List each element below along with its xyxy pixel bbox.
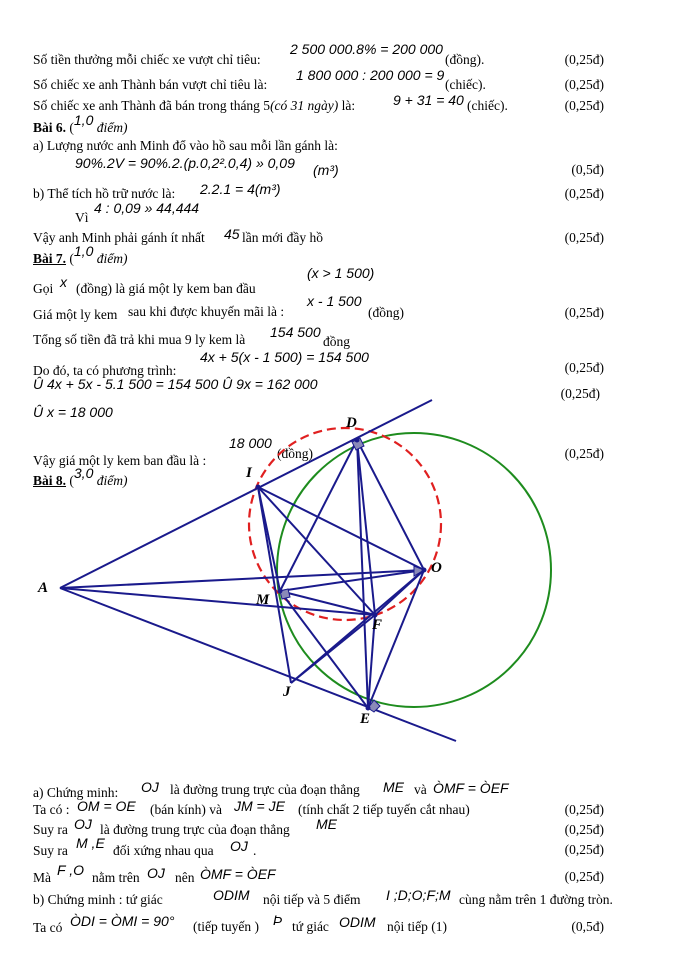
formula: x - 1 500 — [307, 293, 362, 309]
formula: ME — [316, 816, 337, 832]
point-label-e: E — [360, 711, 371, 727]
unit: (chiếc). — [445, 77, 486, 92]
score: (0,25đ) — [564, 869, 604, 884]
formula: JM = JE — [234, 798, 285, 814]
because-label: Vì — [75, 210, 89, 225]
text: nội tiếp (1) — [387, 919, 447, 934]
formula: 2 500 000.8% = 200 000 — [290, 41, 443, 57]
score: (0,25đ) — [564, 52, 604, 67]
water-per-trip-line: a) Lượng nước anh Minh đổ vào hồ sau mỗi lần gánh là: — [33, 138, 338, 153]
unit: (chiếc). — [467, 98, 508, 113]
formula: ÒDI = ÒMI = 90° — [70, 913, 175, 929]
tank-volume-line: b) Thể tích hồ trữ nước là: — [33, 186, 176, 201]
score: (0,25đ) — [564, 186, 604, 201]
proof-line: Ta có — [33, 920, 63, 935]
on-line-statement: Mà — [33, 870, 51, 885]
text: lần mới đầy hồ — [242, 230, 323, 245]
formula: 4x + 5(x - 1 500) = 154 500 — [200, 349, 369, 365]
score: (0,25đ) — [564, 842, 604, 857]
point-label-m: M — [256, 592, 270, 608]
score: (0,25đ) — [564, 822, 604, 837]
over-quota-line: Số chiếc xe anh Thành bán vượt chỉ tiêu là: — [33, 77, 268, 92]
text: (tính chất 2 tiếp tuyến cắt nhau) — [298, 802, 470, 817]
unit: (đồng) — [368, 305, 404, 320]
score: (0,25đ) — [564, 446, 604, 461]
formula: ODIM — [339, 914, 376, 930]
formula: OM = OE — [77, 798, 136, 814]
text: nằm trên — [92, 870, 140, 885]
formula: OJ — [141, 779, 159, 795]
formula: Û 4x + 5x - 5.1 500 = 154 500 Û 9x = 162 000 — [33, 376, 318, 392]
formula: 45 — [224, 226, 240, 242]
score: (0,25đ) — [564, 360, 604, 375]
formula: Þ — [273, 912, 283, 928]
text: sau khi được khuyến mãi là : — [128, 304, 285, 319]
text: (bán kính) và — [150, 802, 222, 817]
formula: 18 000 — [229, 435, 272, 451]
formula: 4 : 0,09 » 44,444 — [94, 200, 200, 216]
unit: (đồng). — [445, 52, 485, 67]
point-label-i: I — [246, 465, 252, 481]
formula: ODIM — [213, 887, 250, 903]
prize-per-car-line: Số tiền thưởng mỗi chiếc xe vượt chỉ tiêu: — [33, 52, 261, 67]
text: nội tiếp và 5 điểm — [263, 892, 361, 907]
formula: Û x = 18 000 — [33, 404, 113, 420]
part-b-statement: b) Chứng minh : tứ giác — [33, 892, 163, 907]
text: nên — [175, 870, 195, 885]
point-label-a: A — [38, 580, 49, 596]
formula: 1 800 000 : 200 000 = 9 — [296, 67, 445, 83]
symmetric-line: Suy ra — [33, 843, 68, 858]
discount-price-line: Giá một ly kem — [33, 307, 118, 322]
formula: OJ — [74, 816, 92, 832]
text: cùng nằm trên 1 đường tròn. — [459, 892, 613, 907]
text: đối xứng nhau qua — [113, 843, 214, 858]
score: (0,25đ) — [560, 386, 600, 401]
formula: x — [60, 274, 67, 290]
formula: ME — [383, 779, 404, 795]
unit: đồng — [323, 334, 350, 349]
answer-line: Vậy giá một ly kem ban đầu là : — [33, 453, 207, 468]
formula: (x > 1 500) — [307, 265, 375, 281]
text: là đường trung trực của đoạn thẳng — [100, 822, 290, 837]
formula: 154 500 — [270, 324, 321, 340]
formula: I ;D;O;F;M — [386, 887, 451, 903]
equation-intro-line: Do đó, ta có phương trình: — [33, 363, 177, 378]
score: (0,25đ) — [564, 802, 604, 817]
point-label-d: D — [346, 415, 357, 431]
therefore-line: Suy ra — [33, 822, 68, 837]
text: (đồng) là giá một ly kem ban đầu — [76, 281, 256, 296]
text: tứ giác — [292, 919, 329, 934]
point-label-o: O — [431, 560, 442, 576]
text: . — [253, 843, 257, 858]
we-have-line: Ta có : — [33, 802, 70, 817]
score: (0,5đ) — [571, 162, 604, 177]
score: (0,25đ) — [564, 230, 604, 245]
part-a-statement: a) Chứng minh: — [33, 785, 119, 800]
point-label-f: F — [372, 617, 383, 633]
formula: M ,E — [76, 835, 105, 851]
let-x-line: Gọi — [33, 281, 54, 296]
score: (0,25đ) — [564, 305, 604, 320]
formula: ÒMF = ÒEF — [433, 780, 509, 796]
text: (tiếp tuyến ) — [193, 919, 259, 934]
section-heading-bai8: Bài 8. (3,0 điểm) — [33, 465, 128, 488]
unit: (m³) — [313, 162, 339, 178]
score: (0,25đ) — [564, 77, 604, 92]
total-paid-line: Tổng số tiền đã trả khi mua 9 ly kem là — [33, 332, 246, 347]
text: và — [414, 782, 427, 797]
formula: OJ — [147, 865, 165, 881]
formula: 2.2.1 = 4(m³) — [200, 181, 281, 197]
text: là đường trung trực của đoạn thẳng — [170, 782, 360, 797]
score: (0,25đ) — [564, 98, 604, 113]
formula: 90%.2V = 90%.2.(p.0,2².0,4) » 0,09 — [75, 155, 295, 171]
formula: ÒMF = ÒEF — [200, 866, 276, 882]
score: (0,5đ) — [571, 919, 604, 934]
formula: 9 + 31 = 40 — [393, 92, 464, 108]
formula: OJ — [230, 838, 248, 854]
section-heading-bai7: Bài 7. (1,0 điểm) — [33, 243, 128, 266]
unit: (đồng) — [277, 446, 313, 461]
conclusion-line: Vậy anh Minh phải gánh ít nhất — [33, 230, 205, 245]
formula: F ,O — [57, 862, 84, 878]
point-label-j: J — [283, 684, 291, 700]
cars-sold-line: Số chiếc xe anh Thành đã bán trong tháng 5(có 31 ngày) là: — [33, 98, 356, 113]
section-heading-bai6: Bài 6. (1,0 điểm) — [33, 112, 128, 135]
